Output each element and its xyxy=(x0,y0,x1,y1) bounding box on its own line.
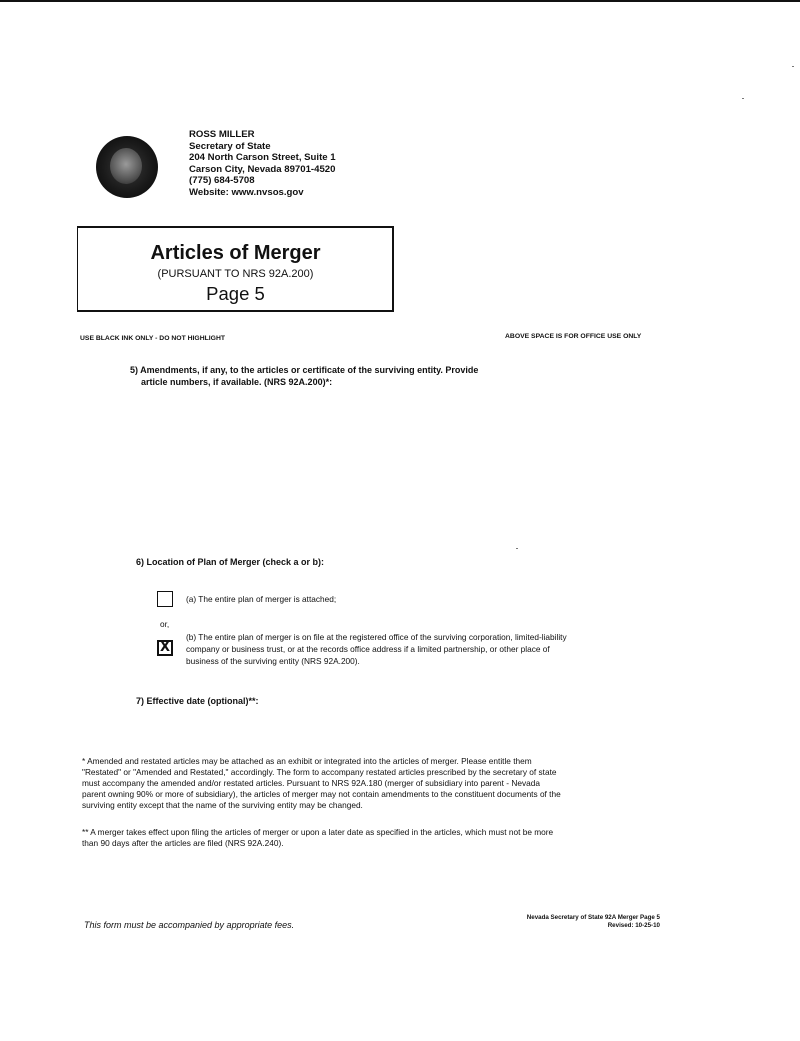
top-border-line xyxy=(0,0,800,2)
ink-instruction: USE BLACK INK ONLY - DO NOT HIGHLIGHT xyxy=(80,335,226,342)
form-page-number: Page 5 xyxy=(206,283,265,304)
or-label: or, xyxy=(160,619,170,629)
footnote-2-line1: ** A merger takes effect upon filing the articles of merger or upon a later date as specified in the articles, which must not be more xyxy=(82,827,554,837)
option-b-label-line2: company or business trust, or at the records office address if a limited partnership, or other place of xyxy=(186,644,550,654)
footnote-1-line5: surviving entity except that the name of the surviving entity may be changed. xyxy=(82,800,363,810)
scan-speck xyxy=(516,548,518,549)
section-7-heading: 7) Effective date (optional)**: xyxy=(136,696,259,706)
option-a-checkbox[interactable] xyxy=(157,591,173,607)
revision-date: Revised: 10-25-10 xyxy=(607,922,660,929)
website: Website: www.nvsos.gov xyxy=(189,186,304,198)
footnote-1-line1: * Amended and restated articles may be attached as an exhibit or integrated into the articles of merger. Please entitle them xyxy=(82,756,532,766)
form-identifier: Nevada Secretary of State 92A Merger Page 5 xyxy=(526,914,660,921)
form-title: Articles of Merger xyxy=(150,242,321,264)
option-b-checkbox[interactable]: X xyxy=(157,640,173,656)
option-b-label-line3: business of the surviving entity (NRS 92A.200). xyxy=(186,656,360,666)
section-5-heading-line1: 5) Amendments, if any, to the articles or certificate of the surviving entity. Provide xyxy=(130,365,479,375)
section-5-heading-line2: article numbers, if available. (NRS 92A.200)*: xyxy=(141,377,333,387)
section-6-heading: 6) Location of Plan of Merger (check a or b): xyxy=(136,557,325,567)
official-name: ROSS MILLER xyxy=(189,129,255,140)
official-title: Secretary of State xyxy=(189,140,271,152)
option-a-label: (a) The entire plan of merger is attached; xyxy=(186,594,337,604)
footnote-1-line2: "Restated" or "Amended and Restated," accordingly. The form to accompany restated articles prescribed by the secretary of state xyxy=(82,767,557,777)
footnote-1-line4: parent owning 90% or more of subsidiary), the articles of merger may not contain amendments to the constituent documents of the xyxy=(82,789,561,799)
nevada-state-seal-icon xyxy=(96,136,158,198)
phone-number: (775) 684-5708 xyxy=(189,175,255,187)
form-revision-info xyxy=(504,914,660,930)
footnote-2-line2: than 90 days after the articles are filed (NRS 92A.240). xyxy=(82,838,284,848)
fees-note: This form must be accompanied by appropriate fees. xyxy=(84,920,295,930)
scan-speck xyxy=(792,66,794,67)
scan-speck xyxy=(742,98,744,99)
form-statute-reference: (PURSUANT TO NRS 92A.200) xyxy=(157,268,314,280)
city-state-zip: Carson City, Nevada 89701-4520 xyxy=(189,163,336,175)
office-use-notice: ABOVE SPACE IS FOR OFFICE USE ONLY xyxy=(505,333,642,340)
option-b-label-line1: (b) The entire plan of merger is on file at the registered office of the surviving corporation, limited-liability xyxy=(186,632,567,642)
footnote-1-line3: must accompany the amended and/or restated articles. Pursuant to NRS 92A.180 (merger of subsidiary into parent - Nevada xyxy=(82,778,540,788)
street-address: 204 North Carson Street, Suite 1 xyxy=(189,152,336,164)
secretary-of-state-header xyxy=(189,129,336,199)
